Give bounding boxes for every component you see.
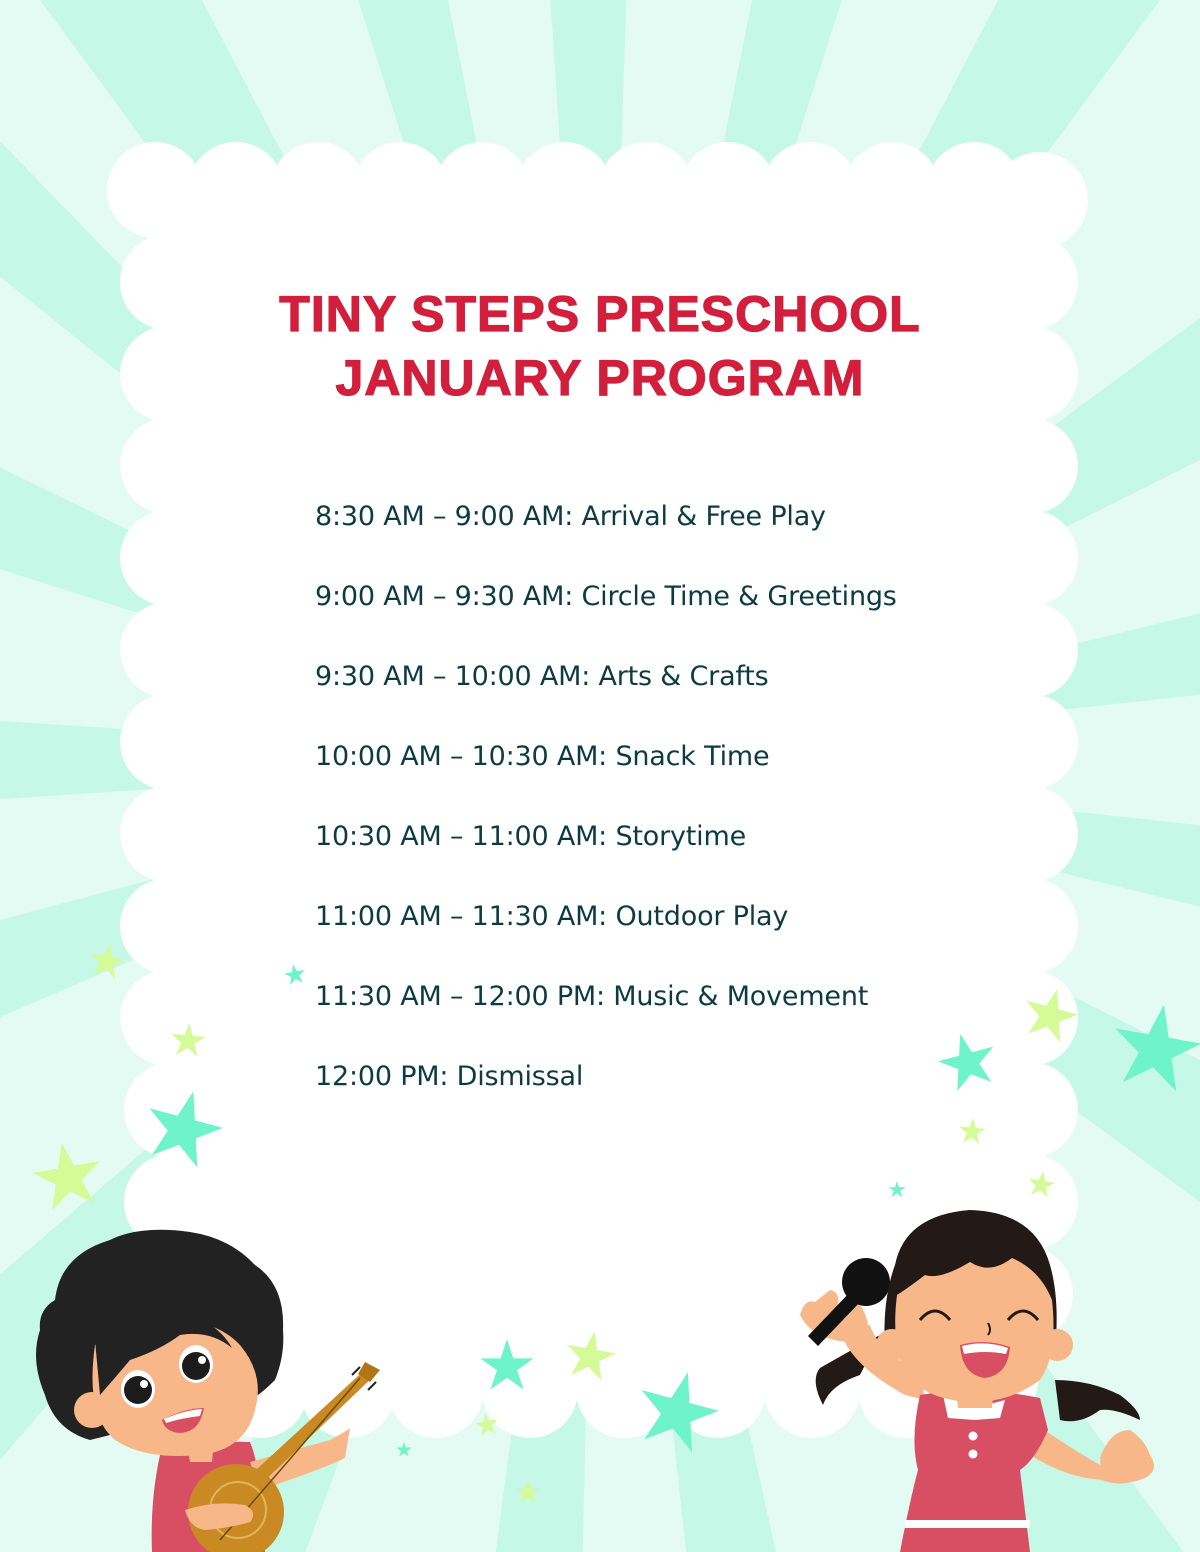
schedule-item: 12:00 PM: Dismissal xyxy=(315,1061,584,1092)
page-title xyxy=(0,282,1200,410)
schedule-item: 8:30 AM – 9:00 AM: Arrival & Free Play xyxy=(315,501,826,532)
title-line-2: JANUARY PROGRAM xyxy=(335,350,865,406)
schedule-item: 9:30 AM – 10:00 AM: Arts & Crafts xyxy=(315,661,769,692)
schedule-item: 11:00 AM – 11:30 AM: Outdoor Play xyxy=(315,901,789,932)
schedule-item: 10:30 AM – 11:00 AM: Storytime xyxy=(315,821,746,852)
title-line-1: TINY STEPS PRESCHOOL xyxy=(279,286,921,342)
schedule-item: 11:30 AM – 12:00 PM: Music & Movement xyxy=(315,981,869,1012)
schedule-list xyxy=(315,496,897,1136)
schedule-item: 9:00 AM – 9:30 AM: Circle Time & Greetings xyxy=(315,581,897,612)
schedule-item: 10:00 AM – 10:30 AM: Snack Time xyxy=(315,741,770,772)
